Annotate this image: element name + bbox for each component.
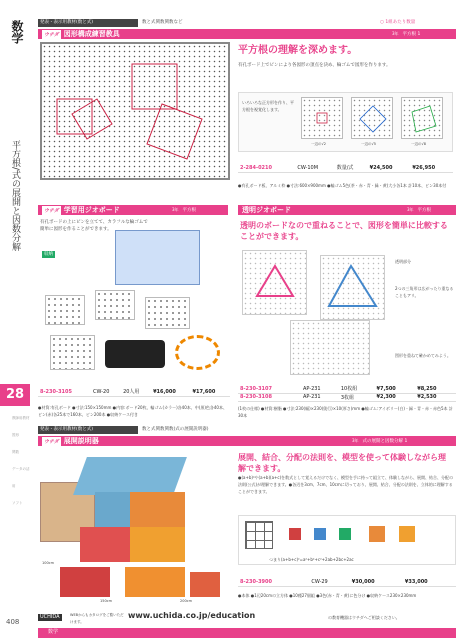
spec: ●有孔ボード板、アルミ枠 ●寸法:600×900mm ●輪ゴム5色(茶・赤・青・緑・黄)大小各1本 計10本、ピン30本付 xyxy=(238,183,447,188)
category-bar: 発表・表示用教材(数と式) xyxy=(38,19,138,27)
category-2: 数と式関数関数(式の展開説明器) xyxy=(142,427,209,432)
example-board-1 xyxy=(301,97,343,139)
category-bar: 発表・表示用教材(数と式) xyxy=(38,426,138,434)
price-table xyxy=(238,578,456,587)
web-note: WEBからもカタログをご覧いただけます。 xyxy=(70,613,124,624)
footer xyxy=(38,610,456,626)
storage-case xyxy=(115,230,200,285)
headline: 展開、結合、分配の法則を、模型を使って体験しながら理解できます。 xyxy=(238,453,446,473)
spec: ●本体 ●1辺20cmの立方体 ●10種27個組 ●3色(赤・青・黄)に色分け ●収納ケース230×230mm xyxy=(238,593,417,598)
grade-tag: 3年 式の展開と因数分解 1 xyxy=(352,438,408,444)
example-board-2 xyxy=(351,97,393,139)
formula: つまり(a+b+c)²=a²+b²+c²+2ab+2bc+2ac xyxy=(269,557,354,562)
sq-label: 一辺の√2 xyxy=(311,142,326,146)
example-box xyxy=(238,92,453,152)
product-code: 2-284-0210 xyxy=(238,164,295,172)
caption: 透明部分 xyxy=(395,259,411,264)
formula-box xyxy=(238,515,456,565)
geoboard-photo xyxy=(40,285,230,380)
description: ●(a+b)²や(a+b)(a+c)を数式として覚えるだけでなく、模型を手に持って組立て、体験しながら、展開、結合、分配の法則(公式)が理解できます。●各辺を3cm、7cm、10cmに切っており、展開、結合、分配の法則を、立体的に理解することができます。 xyxy=(238,475,453,494)
pegboard-image xyxy=(40,42,230,180)
grade-tag: 3年 平方根 1 xyxy=(392,31,421,37)
side-link[interactable]: 関数 xyxy=(12,450,19,454)
board-stack xyxy=(290,320,370,375)
note: 数量/式 xyxy=(335,164,368,172)
side-links xyxy=(12,410,30,512)
side-link[interactable]: 教師用教材 xyxy=(12,416,30,420)
board-1 xyxy=(242,250,307,315)
example-caption: いろいろな正方形を作り、平方根を視覚化します。 xyxy=(242,100,294,112)
grade-tag: 3年 平方根 xyxy=(172,207,197,213)
description: 有孔ボードの上にピンを立てて、カラフルな輪ゴムで簡単に図形を作ることができます。 xyxy=(40,220,148,232)
example-board-3 xyxy=(401,97,443,139)
sidebar xyxy=(0,0,30,644)
sq-label: 一辺の√8 xyxy=(411,142,426,146)
spec: (1枚の仕様) ●材質:樹脂 ●寸法:230(幅)×230(奥行)×10(厚さ)mm ●輪ゴム:アイボリー(白)・緑・青・赤・赤色5本 計30本 xyxy=(238,406,453,418)
headline: 平方根の理解を深めます。 xyxy=(238,45,358,56)
model: CW-10M xyxy=(295,164,334,172)
board-2 xyxy=(320,255,385,320)
price-tax: ¥26,950 xyxy=(410,164,453,172)
side-link[interactable]: データの活用 xyxy=(12,467,30,488)
table-row[interactable] xyxy=(238,164,453,172)
spec: ●材質:有孔ボード ●寸法:150×150mm ●内容:ボード20枚、輪ゴム(カラー)各40本、中(黒)色各40本、ピン(赤)各25本で160本、ピン200本 ●収納ケース付き xyxy=(38,405,227,417)
price-table xyxy=(238,385,456,402)
grade-tag: 3年 平方根 xyxy=(407,207,432,213)
product-header: 透明ジオボード xyxy=(238,205,456,215)
price-table xyxy=(238,164,453,173)
table-row[interactable]: 8-230-3900 CW-29 ¥30,000 ¥33,000 xyxy=(238,578,456,586)
page-number: 408 xyxy=(6,618,20,626)
table-row[interactable]: 8-230-3107 AP-231 10枚組 ¥7,500 ¥8,250 xyxy=(238,385,456,393)
cube-image: 100cm 150cm 200cm xyxy=(40,452,232,604)
section-title: 平方根/式の展開と因数分解 xyxy=(10,140,20,252)
side-link[interactable]: 図形 xyxy=(12,433,19,437)
caption: 図形を重ねて確かめてみよう。 xyxy=(395,353,451,358)
sq-label: 一辺の√5 xyxy=(361,142,376,146)
brand-logo: ウチダ xyxy=(44,32,59,38)
page-tab[interactable]: 28 xyxy=(0,384,30,406)
brand-logo: ウチダ xyxy=(44,439,59,445)
price: ¥24,500 xyxy=(368,164,411,172)
caption: 2つの三角形は広がったり重なることもアリ。 xyxy=(395,286,454,298)
subject-title: 数学 xyxy=(10,20,24,44)
price-table xyxy=(38,388,230,397)
copy: の教育機器はウチダへご相談ください。 xyxy=(328,615,400,620)
banner: ○ 1組あたり数量 xyxy=(380,20,416,25)
table-row[interactable]: 8-230-3108 AP-231 3枚組 ¥2,300 ¥2,530 xyxy=(238,393,456,401)
bottom-bar: 数学 xyxy=(38,628,456,638)
product-header: ウチダ 学習用ジオボード xyxy=(38,205,228,215)
brand-logo: ウチダ xyxy=(44,208,59,214)
url[interactable]: www.uchida.co.jp/education xyxy=(128,611,256,620)
description: 有孔ボード上でピンにより各図形の頂点を決め、輪ゴムで図形を作ります。 xyxy=(238,63,391,68)
product-header: ウチダ 展開説明器 xyxy=(38,436,456,446)
category-2: 数と式関数関数など xyxy=(142,20,183,25)
brand: UCHIDA xyxy=(40,614,60,620)
side-link[interactable]: ソフト xyxy=(12,501,23,505)
product-header: ウチダ 図形構成練習教具 xyxy=(38,29,456,39)
headline: 透明のボードなので重ねることで、図形を簡単に比較することができます。 xyxy=(240,221,448,241)
label: 収納 xyxy=(44,252,53,257)
table-row[interactable]: 8-230-3105 CW-20 20人用 ¥16,000 ¥17,600 xyxy=(38,388,230,396)
